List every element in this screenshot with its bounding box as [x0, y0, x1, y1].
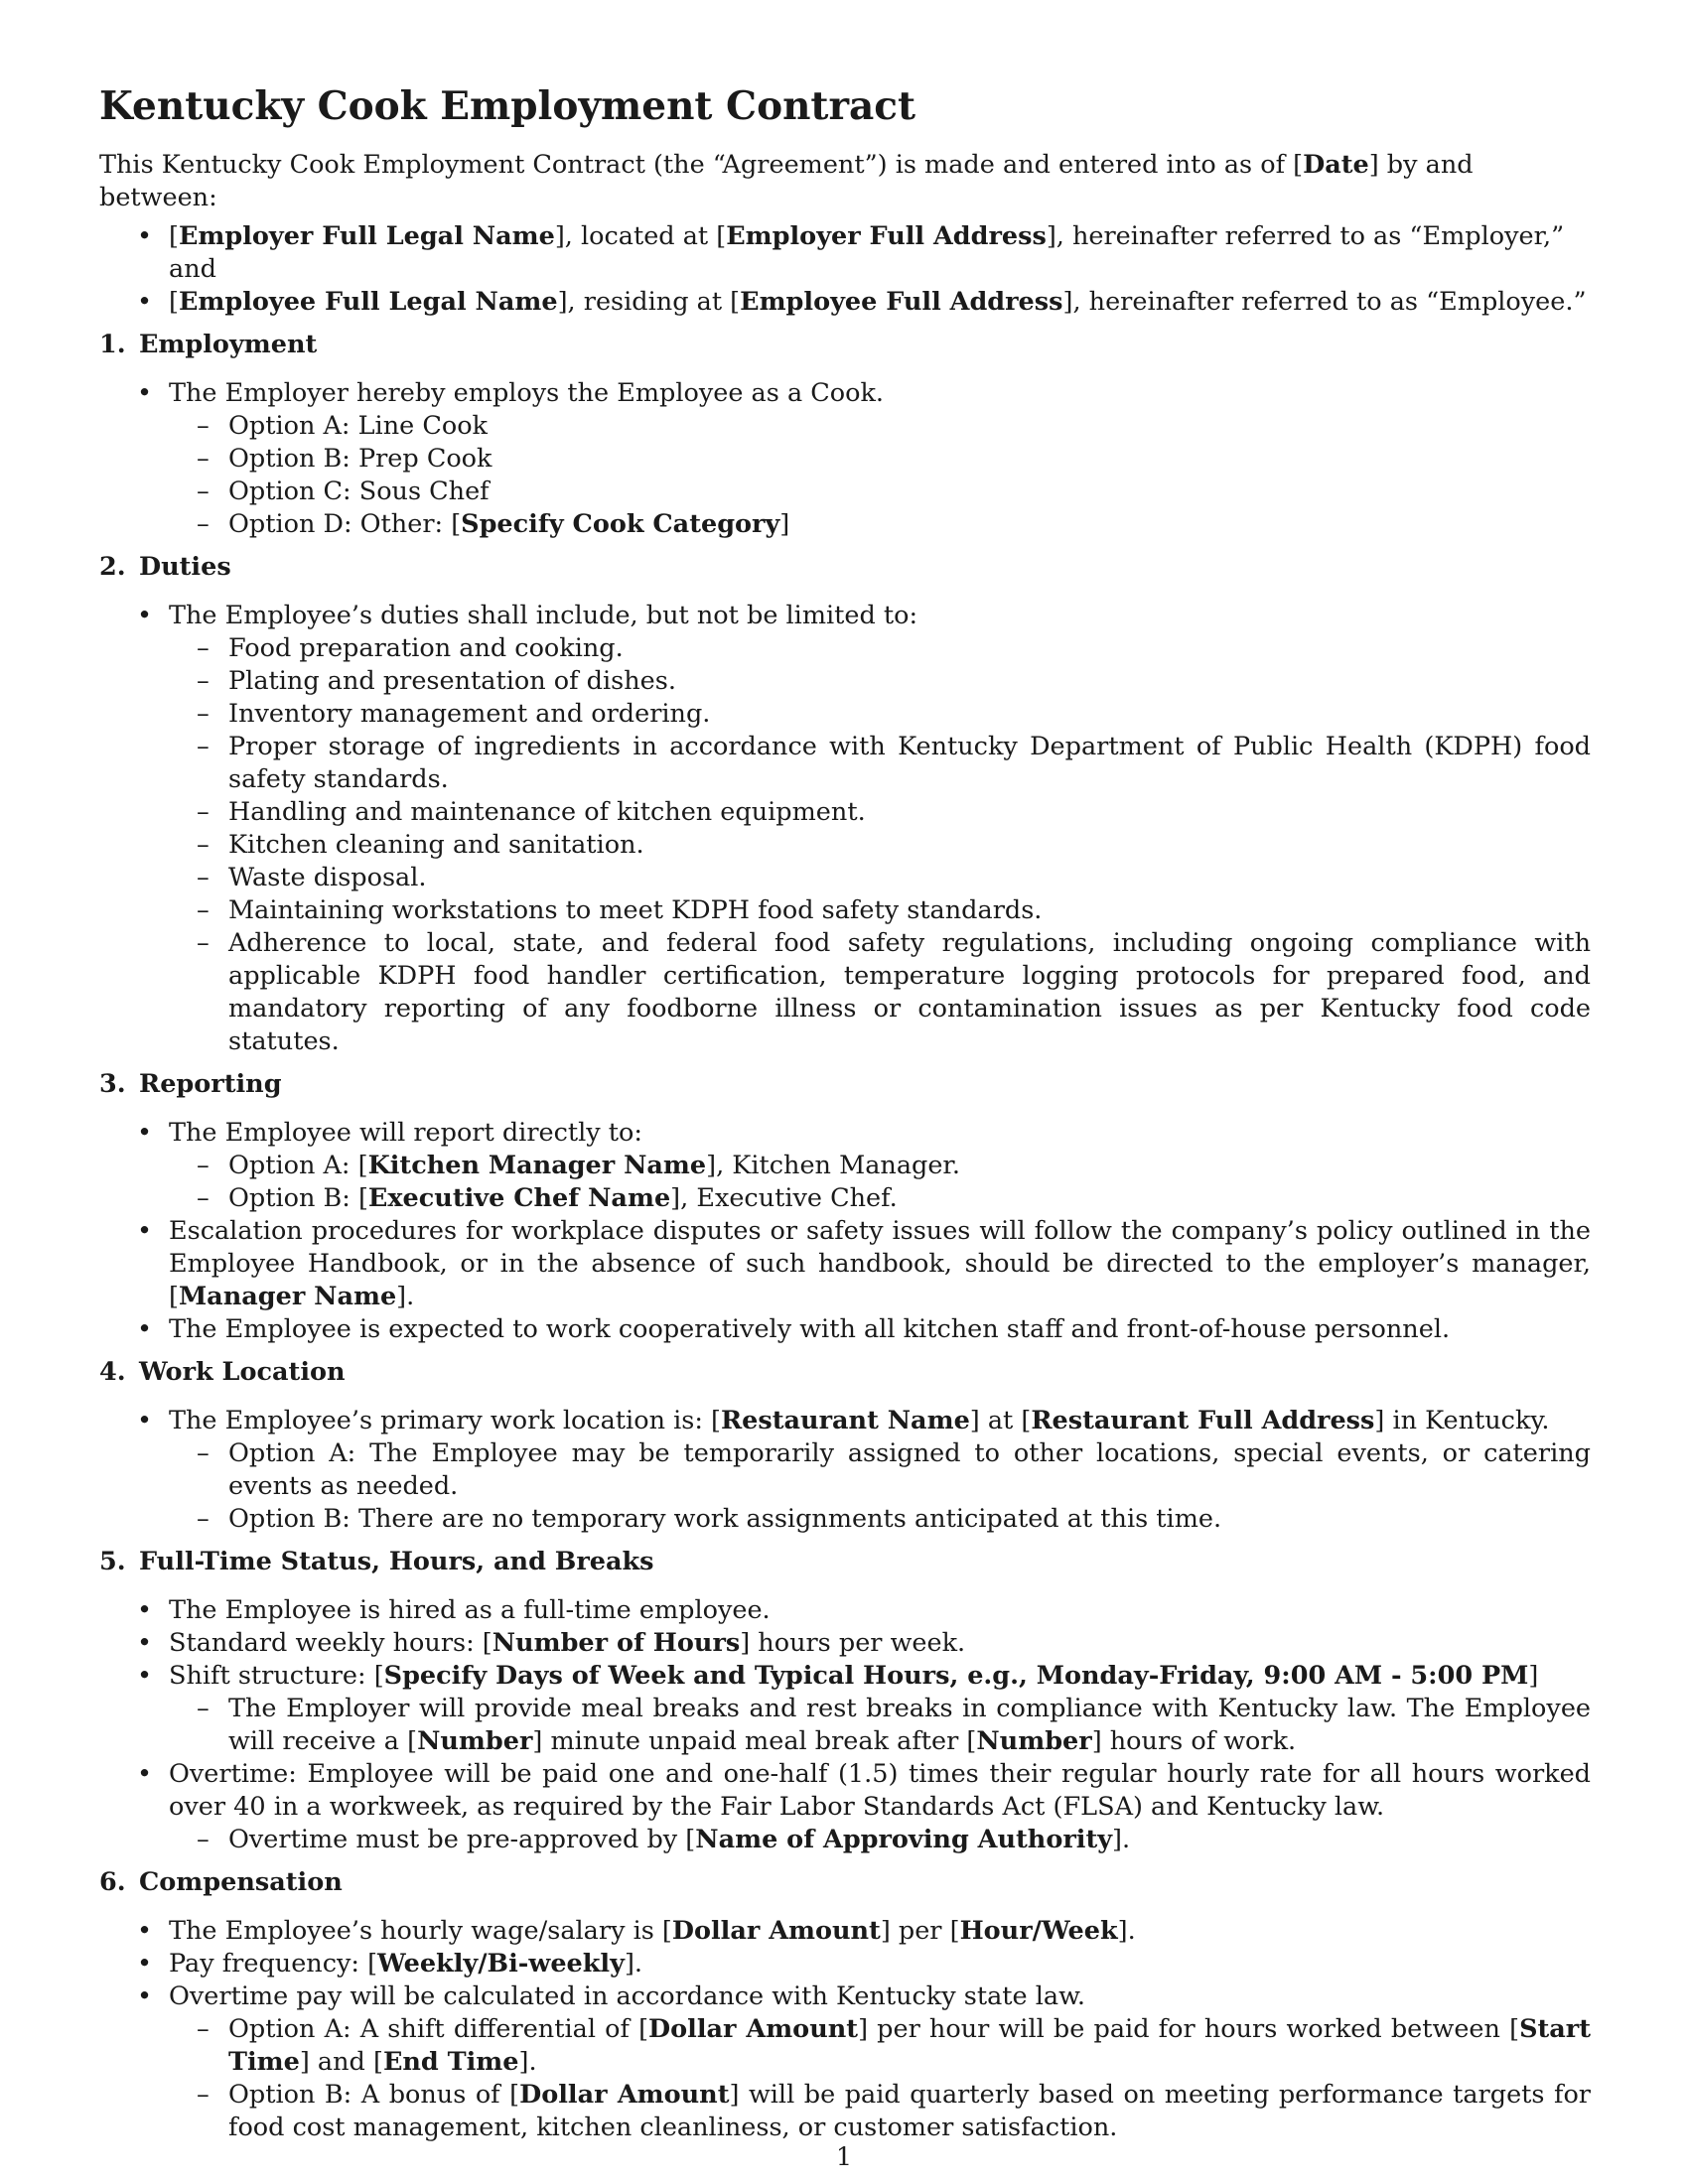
list-item: – Food preparation and cooking. [99, 632, 1591, 665]
list-item: – Option D: Other: [Specify Cook Category] [99, 508, 1591, 541]
list-item: – Option B: [Executive Chef Name], Executive Chef. [99, 1182, 1591, 1215]
list-item: – Overtime must be pre-approved by [Name of Approving Authority]. [99, 1824, 1591, 1856]
list-item: • Standard weekly hours: [Number of Hours] hours per week. [99, 1627, 1591, 1660]
list-item: – Kitchen cleaning and sanitation. [99, 829, 1591, 862]
section-heading-reporting: 3. Reporting [99, 1069, 282, 1099]
section-heading-hours: 5. Full-Time Status, Hours, and Breaks [99, 1547, 654, 1576]
employee-party: • [Employee Full Legal Name], residing at [Employee Full Address], hereinafter referred to as “Employee.” [99, 286, 1591, 319]
list-item: • The Employee’s hourly wage/salary is [Dollar Amount] per [Hour/Week]. [99, 1915, 1591, 1948]
list-item: – Handling and maintenance of kitchen equipment. [99, 796, 1591, 829]
section-heading-work-location: 4. Work Location [99, 1357, 346, 1387]
list-item: – Inventory management and ordering. [99, 698, 1591, 731]
list-item: – Option A: A shift differential of [Dollar Amount] per hour will be paid for hours worked between [Start Time] and [End Time]. [99, 2013, 1591, 2079]
list-item: – Waste disposal. [99, 862, 1591, 894]
section-heading-duties: 2. Duties [99, 552, 231, 582]
list-item: – The Employer will provide meal breaks and rest breaks in compliance with Kentucky law. The Employee will receive a [Number] minute unpaid meal break after [Number] hours of work. [99, 1693, 1591, 1758]
list-item: • The Employee will report directly to: [99, 1117, 1591, 1150]
list-item: – Adherence to local, state, and federal food safety regulations, including ongoing compliance with applicable KDPH food handler certification, temperature logging protocols for prepared food, and mandatory reporting of any foodborne illness or contamination issues as per Kentucky food code statutes. [99, 927, 1591, 1058]
list-item: – Option C: Sous Chef [99, 476, 1591, 508]
page-number: 1 [835, 2142, 853, 2172]
list-item: – Plating and presentation of dishes. [99, 665, 1591, 698]
list-item: – Option B: A bonus of [Dollar Amount] will be paid quarterly based on meeting performance targets for food cost management, kitchen cleanliness, or customer satisfaction. [99, 2079, 1591, 2144]
date-placeholder: Date [1303, 150, 1369, 180]
reporting-list [99, 1117, 1591, 1346]
contract-page [99, 83, 1591, 2148]
list-item: • The Employee is expected to work cooperatively with all kitchen staff and front-of-house personnel. [99, 1313, 1591, 1346]
list-item: – Maintaining workstations to meet KDPH food safety standards. [99, 894, 1591, 927]
compensation-list [99, 1915, 1591, 2144]
list-item: – Option A: The Employee may be temporarily assigned to other locations, special events, or catering events as needed. [99, 1437, 1591, 1503]
list-item: • Escalation procedures for workplace disputes or safety issues will follow the company’s policy outlined in the Employee Handbook, or in the absence of such handbook, should be directed to the employer’s manager, [Manager Name]. [99, 1215, 1591, 1313]
list-item: • Shift structure: [Specify Days of Week and Typical Hours, e.g., Monday-Friday, 9:00 AM - 5:00 PM] [99, 1660, 1591, 1693]
list-item: • The Employer hereby employs the Employee as a Cook. [99, 377, 1591, 410]
list-item: – Option B: There are no temporary work assignments anticipated at this time. [99, 1503, 1591, 1536]
list-item: • The Employee’s primary work location is: [Restaurant Name] at [Restaurant Full Address] in Kentucky. [99, 1405, 1591, 1437]
duties-list [99, 600, 1591, 1058]
list-item: • The Employee is hired as a full-time employee. [99, 1594, 1591, 1627]
parties-list [99, 220, 1591, 319]
list-item: – Proper storage of ingredients in accordance with Kentucky Department of Public Health (KDPH) food safety standards. [99, 731, 1591, 796]
list-item: • Overtime pay will be calculated in accordance with Kentucky state law. [99, 1980, 1591, 2013]
section-heading-compensation: 6. Compensation [99, 1867, 343, 1897]
hours-list [99, 1594, 1591, 1856]
section-heading-employment: 1. Employment [99, 330, 318, 359]
employment-list [99, 377, 1591, 541]
document-title: Kentucky Cook Employment Contract [99, 83, 916, 129]
employer-party: • [Employer Full Legal Name], located at [Employer Full Address], hereinafter referred to as “Employer,” and [99, 220, 1591, 286]
work-location-list [99, 1405, 1591, 1536]
intro-paragraph: This Kentucky Cook Employment Contract (the “Agreement”) is made and entered into as of [Date] by and between: [99, 150, 1474, 212]
list-item: • Pay frequency: [Weekly/Bi-weekly]. [99, 1948, 1591, 1980]
list-item: • The Employee’s duties shall include, but not be limited to: [99, 600, 1591, 632]
list-item: – Option A: [Kitchen Manager Name], Kitchen Manager. [99, 1150, 1591, 1182]
list-item: – Option A: Line Cook [99, 410, 1591, 443]
list-item: • Overtime: Employee will be paid one and one-half (1.5) times their regular hourly rate for all hours worked over 40 in a workweek, as required by the Fair Labor Standards Act (FLSA) and Kentucky law. [99, 1758, 1591, 1824]
list-item: – Option B: Prep Cook [99, 443, 1591, 476]
